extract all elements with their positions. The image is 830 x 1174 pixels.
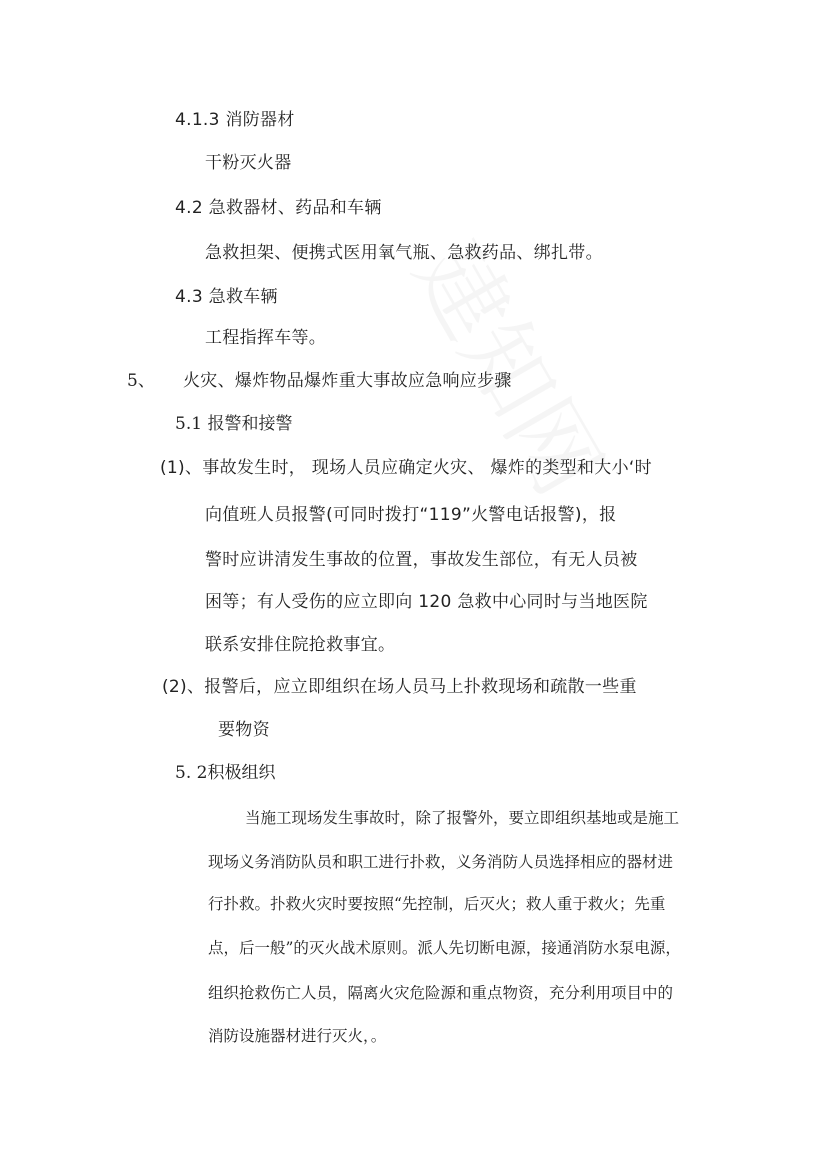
text-line: 急救担架、便携式医用氧气瓶、急救药品、绑扎带。 <box>205 243 603 263</box>
text-line: 向值班人员报警(可同时拨打“119”火警电话报警)，报 <box>205 505 617 525</box>
text-line: 点，后一般”的灭火战术原则。派人先切断电源，接通消防水泵电源， <box>208 939 681 957</box>
text-line: 联系安排住院抢救事宜。 <box>205 635 396 655</box>
heading-4-3: 4.3 急救车辆 <box>175 287 278 307</box>
text-line: (2)、报警后，应立即组织在场人员马上扑救现场和疏散一些重 <box>162 677 637 697</box>
heading-5-2: 5. 2积极组织 <box>175 763 276 783</box>
section-number: 5、 <box>127 371 155 391</box>
heading-4-1-3: 4.1.3 消防器材 <box>175 110 295 130</box>
text-line: 当施工现场发生事故时，除了报警外，要立即组织基地或是施工 <box>245 809 680 827</box>
text-line: 工程指挥车等。 <box>205 328 327 348</box>
text-line: 组织抢救伤亡人员，隔离火灾危险源和重点物资，充分利用项目中的 <box>208 984 674 1002</box>
text-line: 警时应讲清发生事故的位置，事故发生部位，有无人员被 <box>205 550 638 570</box>
text-line: 困等；有人受伤的应立即向 120 急救中心同时与当地医院 <box>205 592 648 612</box>
text-line: (1)、事故发生时， 现场人员应确定火灾、 爆炸的类型和大小‘时 <box>160 458 652 478</box>
section-5-title: 火灾、爆炸物品爆炸重大事故应急响应步骤 <box>183 371 512 391</box>
text-line: 干粉灭火器 <box>205 153 292 173</box>
heading-5-1: 5.1 报警和接警 <box>175 414 293 434</box>
heading-4-2: 4.2 急救器材、药品和车辆 <box>175 198 382 218</box>
text-line: 现场义务消防队员和职工进行扑救，义务消防人员选择相应的器材进 <box>208 853 674 871</box>
text-line: 行扑救。扑救火灾时要按照“先控制，后灭火；救人重于救火；先重 <box>208 895 666 913</box>
text-line: 消防设施器材进行灭火，。 <box>208 1027 387 1045</box>
text-line: 要物资 <box>218 720 270 740</box>
